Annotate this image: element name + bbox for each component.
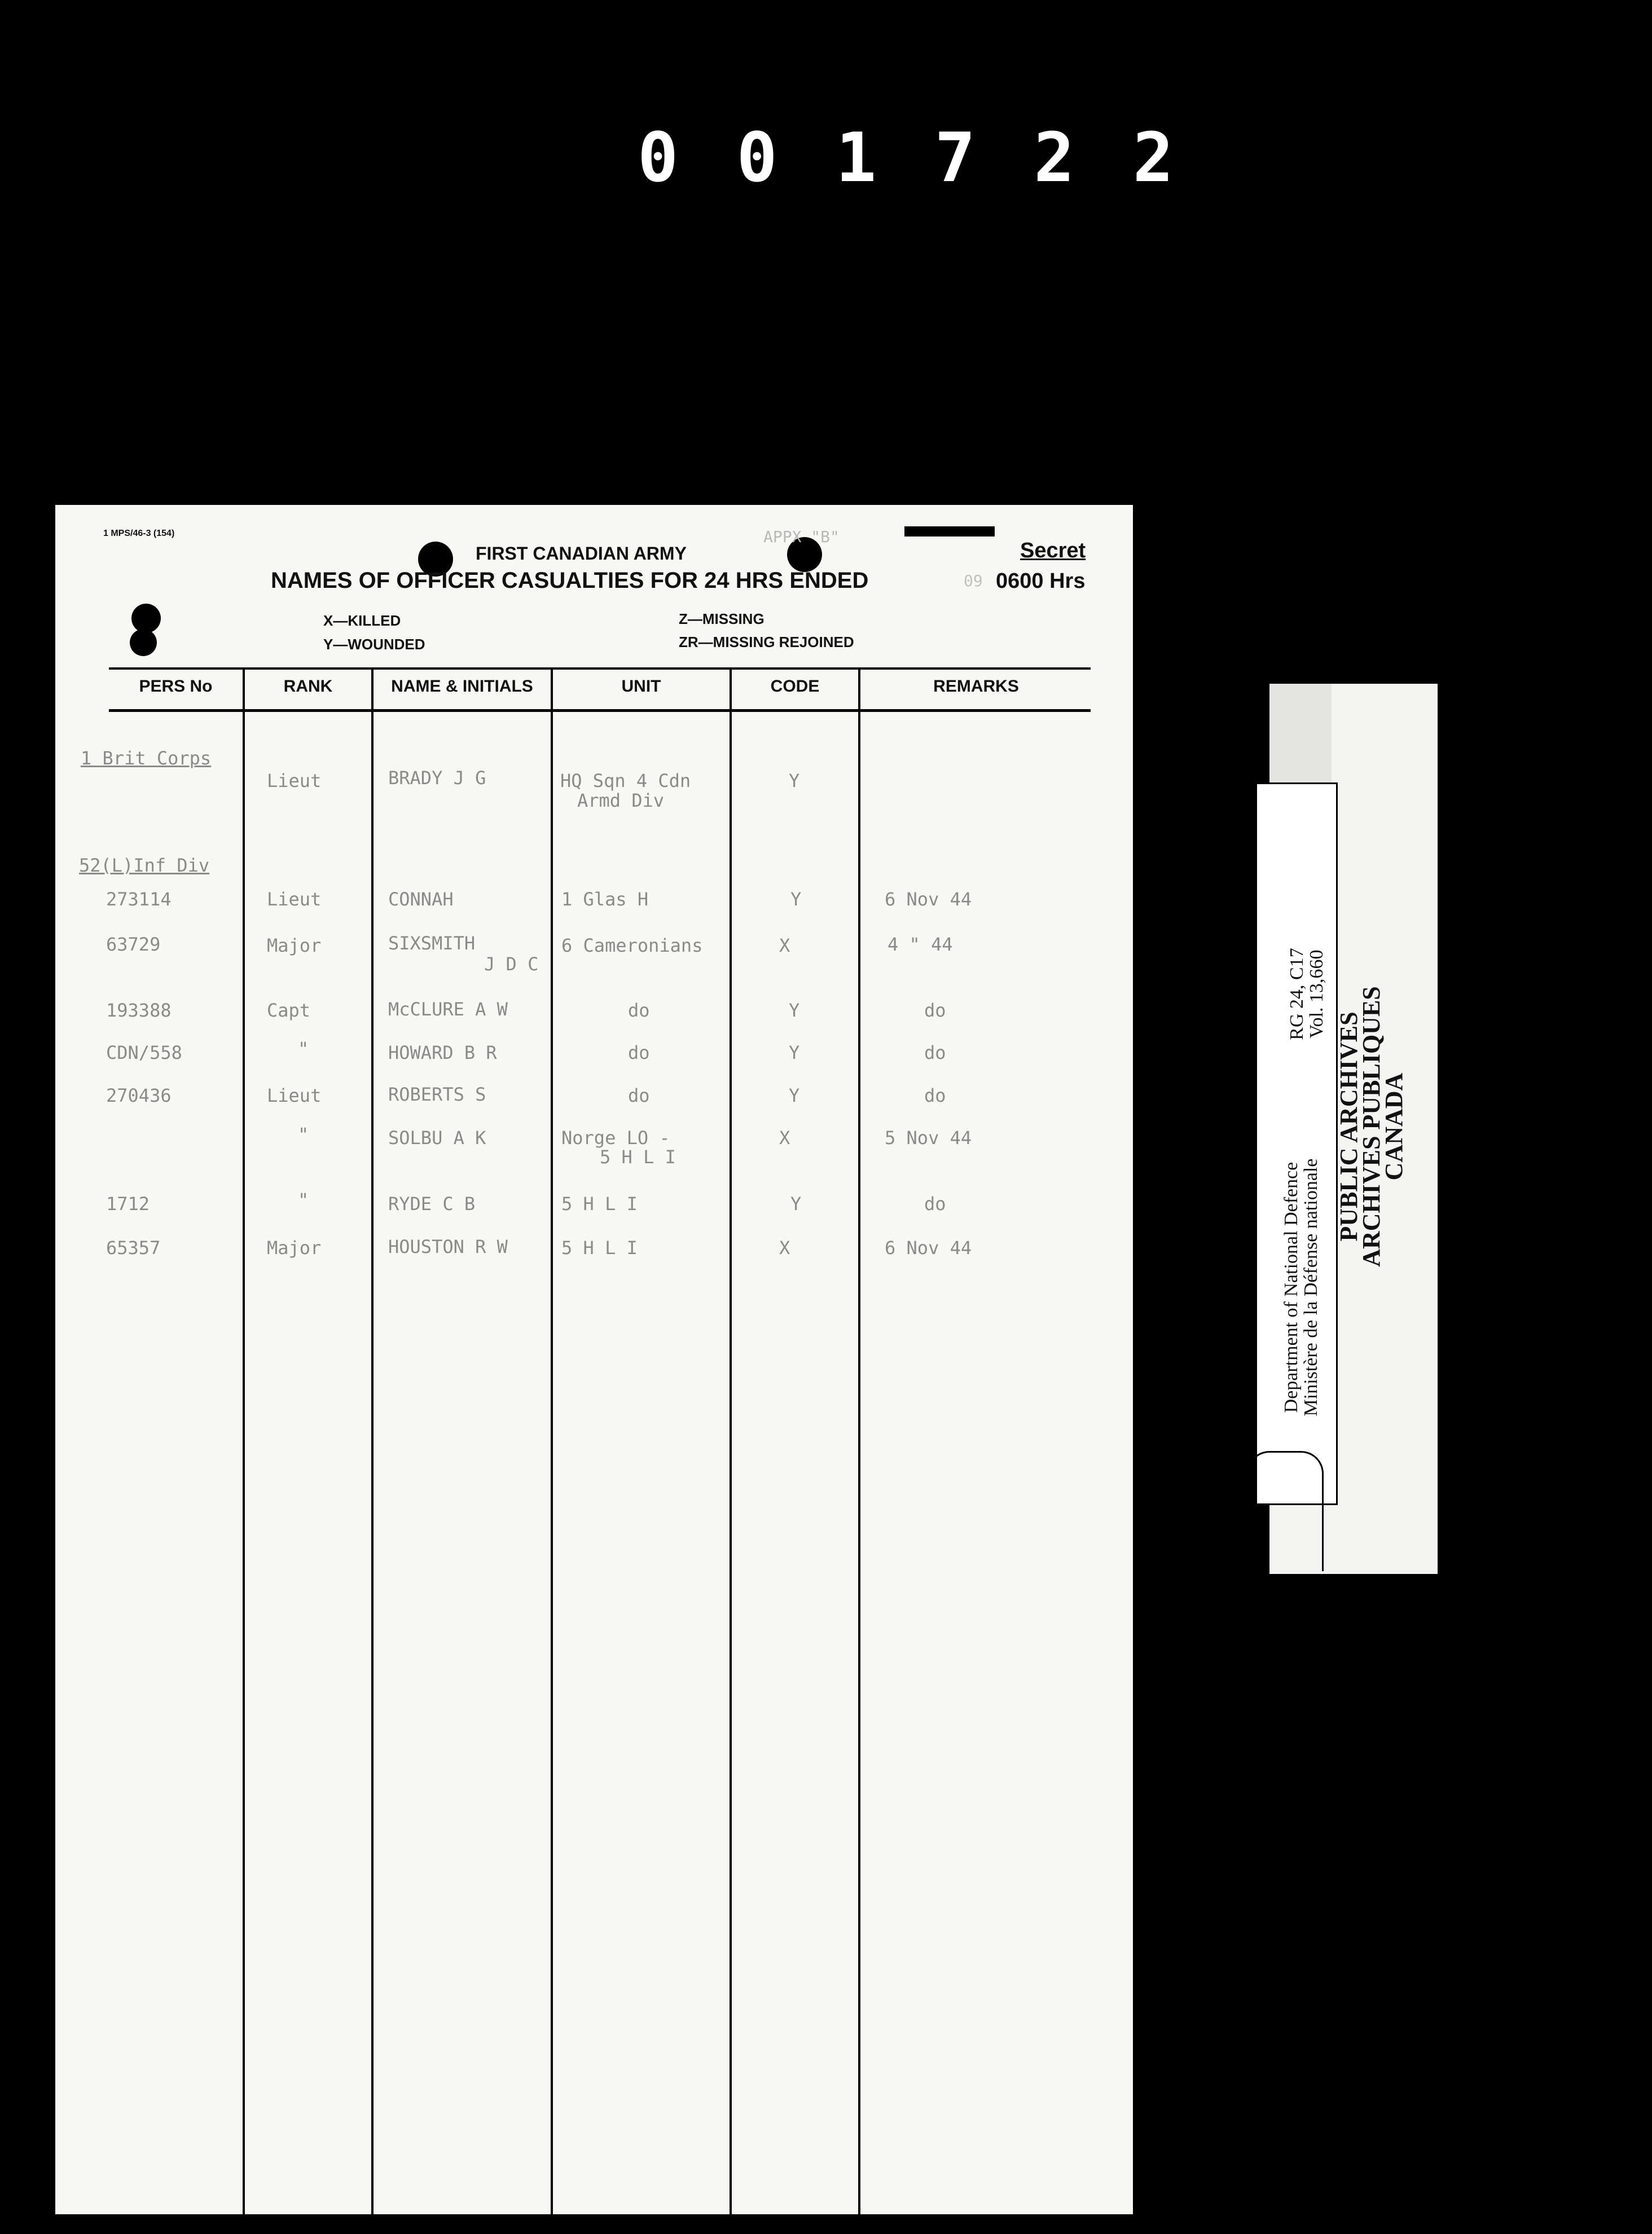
rank-cell: Major bbox=[267, 935, 322, 956]
code-cell: X bbox=[779, 1127, 790, 1149]
pers-no-cell: 65357 bbox=[106, 1237, 161, 1259]
rank-cell: Capt bbox=[267, 1000, 311, 1021]
form-number: 1 MPS/46-3 (154) bbox=[103, 529, 175, 538]
column-divider bbox=[243, 669, 245, 2214]
unit-cell: Norge LO - bbox=[561, 1127, 670, 1149]
name-cell: RYDE C B bbox=[388, 1193, 476, 1215]
legend-missing: Z—MISSING bbox=[679, 610, 765, 627]
legend-missing-rejoined: ZR—MISSING REJOINED bbox=[679, 634, 854, 650]
unit-cell: 6 Cameronians bbox=[561, 935, 703, 956]
archive-reference-card bbox=[1269, 684, 1438, 1574]
code-cell: Y bbox=[790, 889, 802, 910]
name-cell: ROBERTS S bbox=[388, 1084, 486, 1105]
frame-digit: 1 bbox=[836, 118, 911, 197]
column-header-pers-no: PERS No bbox=[139, 677, 213, 696]
unit-cell: do bbox=[628, 1000, 650, 1021]
name-cell: CONNAH bbox=[388, 889, 454, 910]
rank-cell: " bbox=[298, 1189, 309, 1211]
unit-cell: 5 H L I bbox=[600, 1146, 676, 1168]
rank-cell: Major bbox=[267, 1237, 322, 1259]
unit-cell: do bbox=[628, 1085, 650, 1106]
pers-no-cell: 273114 bbox=[106, 889, 172, 910]
remarks-cell: 6 Nov 44 bbox=[885, 889, 972, 910]
unit-cell: HQ Sqn 4 Cdn bbox=[560, 770, 691, 791]
remarks-cell: 6 Nov 44 bbox=[885, 1237, 972, 1259]
punch-hole bbox=[131, 604, 161, 633]
unit-cell: 5 H L I bbox=[561, 1237, 638, 1259]
frame-digit: 0 bbox=[638, 118, 713, 197]
secret-label: Secret bbox=[1020, 539, 1086, 562]
frame-digit: 7 bbox=[934, 118, 1009, 197]
hours-label: 0600 Hrs bbox=[996, 569, 1086, 593]
column-divider bbox=[730, 669, 732, 2214]
remarks-cell: 5 Nov 44 bbox=[885, 1127, 972, 1149]
column-divider bbox=[858, 669, 860, 2214]
appendix-label: APPX "B" bbox=[763, 527, 840, 546]
redaction-bar bbox=[904, 526, 995, 536]
unit-cell: Armd Div bbox=[577, 790, 665, 811]
rank-cell: Lieut bbox=[267, 889, 322, 910]
name-cell: HOUSTON R W bbox=[388, 1236, 508, 1257]
unit-cell: do bbox=[628, 1042, 650, 1063]
name-cell: HOWARD B R bbox=[388, 1042, 497, 1063]
column-header-code: CODE bbox=[770, 677, 820, 696]
column-header-unit: UNIT bbox=[621, 677, 661, 696]
pers-no-cell: 1712 bbox=[106, 1193, 150, 1215]
unit-group-heading: 52(L)Inf Div bbox=[79, 855, 210, 876]
code-cell: Y bbox=[789, 1042, 800, 1063]
punch-hole bbox=[130, 629, 157, 656]
record-group: RG 24, C17 bbox=[1286, 948, 1307, 1040]
code-cell: Y bbox=[790, 1193, 802, 1215]
name-initials: J D C bbox=[484, 953, 539, 975]
unit-group-heading: 1 Brit Corps bbox=[81, 747, 212, 769]
code-cell: Y bbox=[789, 1000, 800, 1021]
legend-killed: X—KILLED bbox=[323, 612, 401, 629]
frame-digit: 2 bbox=[1034, 118, 1109, 197]
frame-digit: 2 bbox=[1132, 118, 1207, 197]
name-cell: McCLURE A W bbox=[388, 999, 508, 1020]
header-bottom-rule bbox=[109, 709, 1091, 712]
remarks-cell: do bbox=[924, 1042, 946, 1063]
code-cell: X bbox=[779, 935, 790, 956]
pers-no-cell: CDN/558 bbox=[106, 1042, 182, 1063]
casualty-form-sheet bbox=[55, 505, 1133, 2214]
remarks-cell: do bbox=[924, 1000, 946, 1021]
column-divider bbox=[551, 669, 553, 2214]
remarks-cell: 4 " 44 bbox=[887, 934, 953, 955]
pers-no-cell: 270436 bbox=[106, 1085, 172, 1106]
legend-wounded: Y—WOUNDED bbox=[323, 636, 425, 653]
code-cell: X bbox=[779, 1237, 790, 1259]
pers-no-cell: 63729 bbox=[106, 934, 161, 955]
column-divider bbox=[371, 669, 374, 2214]
name-cell: BRADY J G bbox=[388, 767, 486, 789]
column-header-rank: RANK bbox=[283, 677, 333, 696]
volume-number: Vol. 13,660 bbox=[1306, 949, 1327, 1039]
rank-cell: Lieut bbox=[267, 770, 322, 791]
form-title: NAMES OF OFFICER CASUALTIES FOR 24 HRS ENDED bbox=[271, 568, 869, 593]
remarks-cell: do bbox=[924, 1085, 946, 1106]
army-heading: FIRST CANADIAN ARMY bbox=[476, 543, 687, 564]
pers-no-cell: 193388 bbox=[106, 1000, 172, 1021]
frame-number bbox=[638, 116, 1207, 200]
remarks-cell: do bbox=[924, 1193, 946, 1215]
rank-cell: " bbox=[298, 1124, 309, 1145]
name-cell: SOLBU A K bbox=[388, 1127, 486, 1149]
country-label: CANADA bbox=[1380, 1072, 1408, 1181]
rank-cell: " bbox=[298, 1038, 309, 1059]
column-header-remarks: REMARKS bbox=[933, 677, 1019, 696]
rank-cell: Lieut bbox=[267, 1085, 322, 1106]
title-date: 09 bbox=[964, 571, 983, 590]
header-top-rule bbox=[109, 667, 1091, 670]
department-french: Ministère de la Défense nationale bbox=[1300, 1158, 1321, 1417]
public-archives-english: PUBLIC ARCHIVES bbox=[1335, 1012, 1363, 1242]
public-archives-french: ARCHIVES PUBLIQUES bbox=[1357, 986, 1385, 1267]
unit-cell: 1 Glas H bbox=[561, 889, 649, 910]
unit-cell: 5 H L I bbox=[561, 1193, 638, 1215]
code-cell: Y bbox=[789, 770, 800, 791]
column-header-name: NAME & INITIALS bbox=[391, 677, 533, 696]
code-cell: Y bbox=[789, 1085, 800, 1106]
department-english: Department of National Defence bbox=[1281, 1162, 1302, 1413]
name-cell: SIXSMITH bbox=[388, 933, 476, 954]
frame-digit: 0 bbox=[736, 118, 811, 197]
